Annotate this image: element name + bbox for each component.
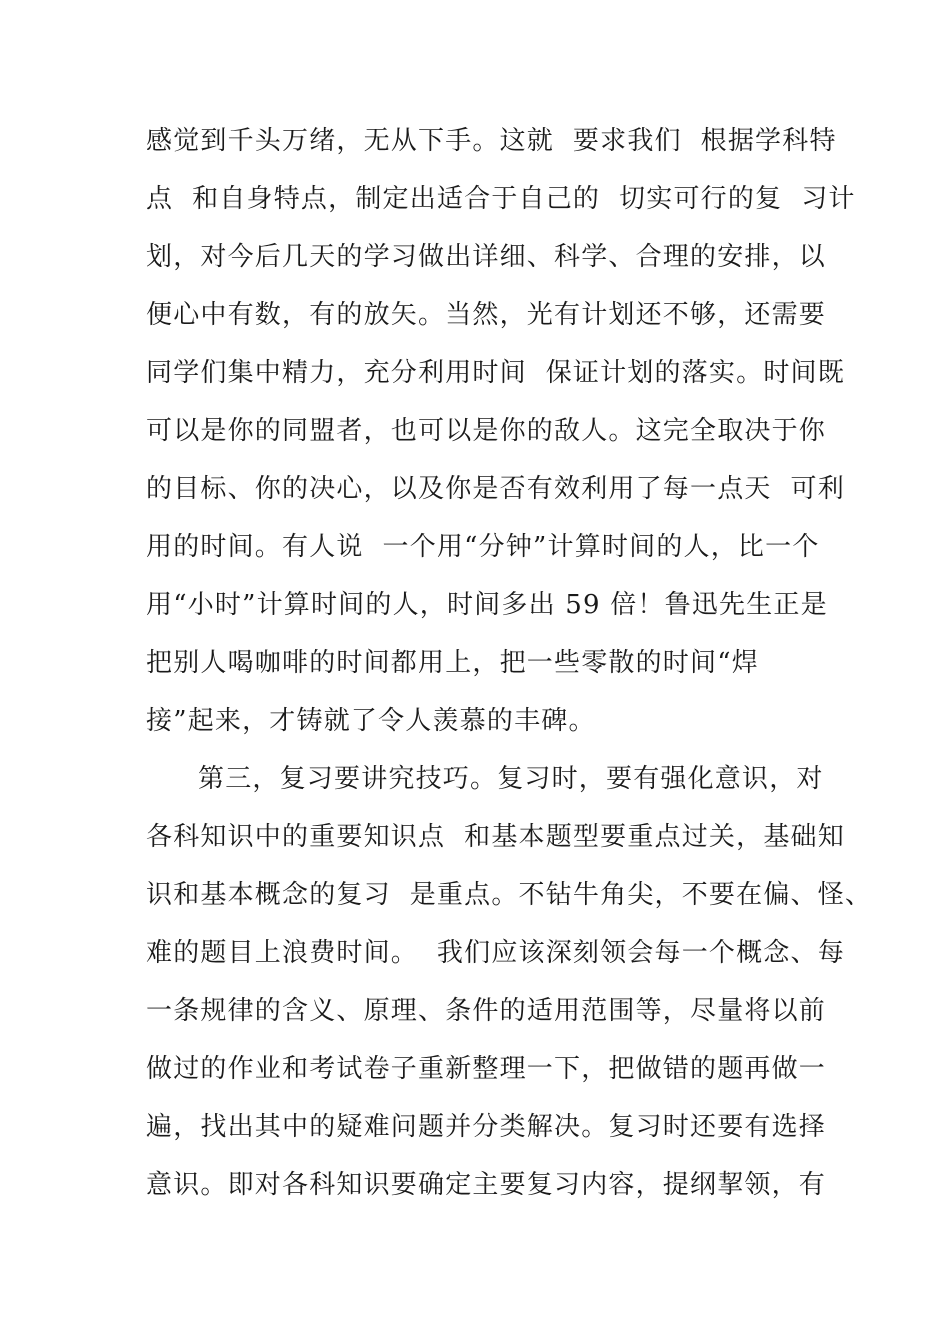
text-line-3: 划，对今后几天的学习做出详细、科学、合理的安排，以 xyxy=(146,242,827,272)
text-line-4: 便心中有数，有的放矢。当然，光有计划还不够，还需要 xyxy=(146,300,827,330)
text-line-17: 做过的作业和考试卷子重新整理一下，把做错的题再做一 xyxy=(146,1054,827,1084)
text-line-19: 意识。即对各科知识要确定主要复习内容，提纲挈领，有 xyxy=(146,1170,827,1200)
text-line-11: 接”起来，才铸就了令人羡慕的丰碑。 xyxy=(146,706,596,736)
text-line-18: 遍，找出其中的疑难问题并分类解决。复习时还要有选择 xyxy=(146,1112,827,1142)
text-line-6: 可以是你的同盟者，也可以是你的敌人。这完全取决于你 xyxy=(146,416,827,446)
text-line-14: 识和基本概念的复习 是重点。不钻牛角尖，不要在偏、怪、 xyxy=(146,880,873,910)
text-line-10: 把别人喝咖啡的时间都用上，把一些零散的时间“焊 xyxy=(146,648,759,678)
text-line-2: 点 和自身特点，制定出适合于自己的 切实可行的复 习计 xyxy=(146,184,856,214)
text-line-5: 同学们集中精力，充分利用时间 保证计划的落实。时间既 xyxy=(146,358,845,388)
text-line-1: 感觉到千头万绪，无从下手。这就 要求我们 根据学科特 xyxy=(146,126,837,156)
text-line-8: 用的时间。有人说 一个用“分钟”计算时间的人，比一个 xyxy=(146,532,820,562)
text-line-13: 各科知识中的重要知识点 和基本题型要重点过关，基础知 xyxy=(146,822,845,852)
paragraph-start-line: 第三，复习要讲究技巧。复习时，要有强化意识，对 xyxy=(198,764,824,794)
text-line-9: 用“小时”计算时间的人，时间多出 59 倍！鲁迅先生正是 xyxy=(146,590,828,620)
text-line-7: 的目标、你的决心，以及你是否有效利用了每一点天 可利 xyxy=(146,474,845,504)
text-line-15: 难的题目上浪费时间。 我们应该深刻领会每一个概念、每 xyxy=(146,938,845,968)
text-line-16: 一条规律的含义、原理、条件的适用范围等，尽量将以前 xyxy=(146,996,827,1026)
